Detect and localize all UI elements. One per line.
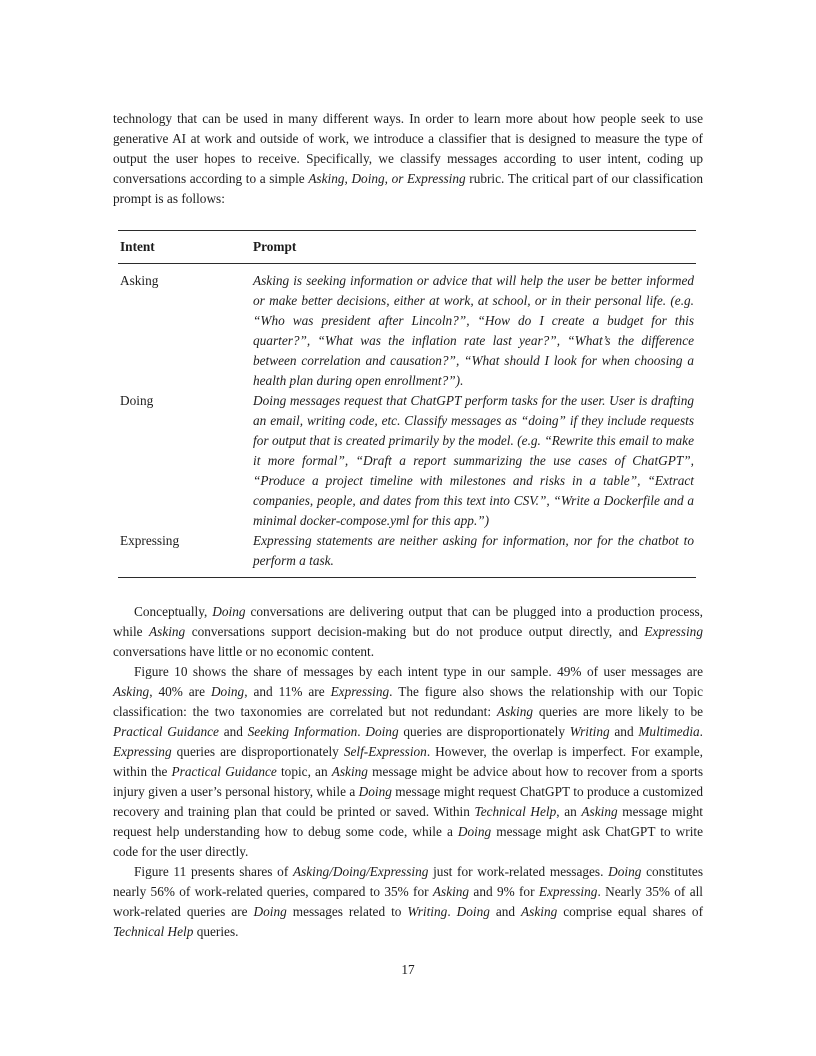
page-number: 17 — [401, 962, 415, 977]
table-header-row — [118, 231, 696, 264]
intent-cell: Asking — [120, 273, 159, 288]
paragraph-figure10: Figure 10 shows the share of messages by each intent type in our sample. 49% of user messages are Asking, 40% are Doing, and 11% are Expressing. The figure also shows the relationship with our Topic classification: the two taxonomies are correlated but not redundant: Asking queries are more likely to be Practical Guidance and Seeking Information. Doing queries are disproportionately Writing and Multimedia. Expressing queries are disproportionately Self-Expression. However, the overlap is imperfect. For example, within the Practical Guidance topic, an Asking message might be advice about how to recover from a sports injury given a user’s personal history, while a Doing message might request ChatGPT to produce a customized recovery and training plan that could be printed or saved. Within Technical Help, an Asking message might request help understanding how to debug some code, while a Doing message might ask ChatGPT to write code for the user directly. — [113, 664, 704, 859]
table-row-expressing — [118, 531, 696, 578]
paragraph-conceptually: Conceptually, Doing conversations are delivering output that can be plugged into a production process, while Asking conversations support decision-making but do not produce output directly, and Expressing conversations have little or no economic content. — [113, 604, 703, 659]
prompt-cell: Expressing statements are neither asking for information, nor for the chatbot to perform a task. — [253, 533, 694, 568]
column-header-prompt: Prompt — [251, 231, 696, 264]
intent-cell: Expressing — [120, 533, 180, 548]
table-row-doing — [118, 391, 696, 531]
intent-rubric-table — [118, 230, 696, 578]
column-header-intent: Intent — [118, 231, 251, 264]
intent-cell: Doing — [120, 393, 154, 408]
page-content — [113, 109, 703, 942]
prompt-cell: Doing messages request that ChatGPT perform tasks for the user. User is drafting an email, writing code, etc. Classify messages as “doing” if they include requests for output that is created primarily by the model. (e.g. “Rewrite this email to make it more formal”, “Draft a report summarizing the use cases of ChatGPT”, “Produce a project timeline with milestones and risks in a table”, “Extract companies, people, and dates from this text into CSV.”, “Write a Dockerfile and a minimal docker-compose.yml for this app.”) — [253, 393, 694, 528]
prompt-cell: Asking is seeking information or advice that will help the user be better informed or make better decisions, either at work, at school, or in their personal life. (e.g. “Who was president after Lincoln?”, “How do I create a budget for this quarter?”, “What was the inflation rate last year?”, “What’s the difference between correlation and causation?”, “What should I look for when choosing a health plan during open enrollment?”). — [253, 273, 694, 388]
paragraph-intro: technology that can be used in many different ways. In order to learn more about how people seek to use generative AI at work and outside of work, we introduce a classifier that is designed to measure the type of output the user hopes to receive. Specifically, we classify messages according to user intent, coding up conversations according to a simple Asking, Doing, or Expressing rubric. The critical part of our classification prompt is as follows: — [113, 111, 703, 206]
paragraph-figure11: Figure 11 presents shares of Asking/Doing/Expressing just for work-related messages. Doing constitutes nearly 56% of work-related queries, compared to 35% for Asking and 9% for Expressing. Nearly 35% of all work-related queries are Doing messages related to Writing. Doing and Asking comprise equal shares of Technical Help queries. — [113, 864, 704, 939]
table-row-asking — [118, 264, 696, 392]
